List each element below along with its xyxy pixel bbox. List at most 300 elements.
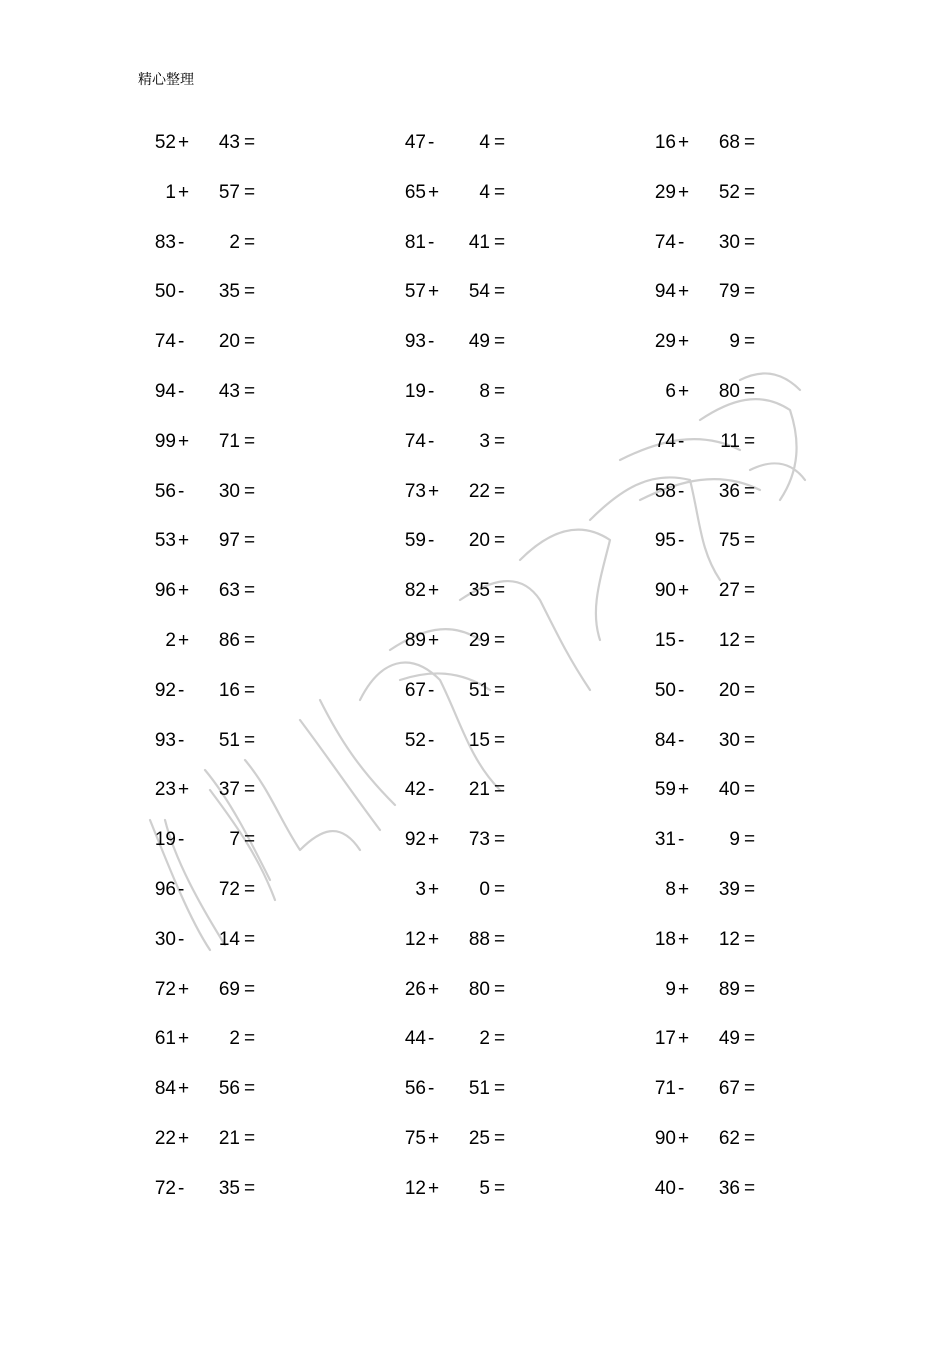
operator: + <box>178 979 190 1000</box>
equals-sign: = <box>244 530 256 551</box>
problem-item <box>148 230 298 256</box>
operator: + <box>178 1128 190 1149</box>
operand-b: 11 <box>720 431 740 452</box>
operand-b: 14 <box>218 929 240 950</box>
operand-a: 52 <box>154 132 176 153</box>
operator: + <box>428 979 440 1000</box>
operand-a: 16 <box>654 132 676 153</box>
operator: + <box>678 331 690 352</box>
operand-b: 86 <box>218 630 240 651</box>
problem-item <box>148 180 298 206</box>
operator: - <box>178 680 185 701</box>
problem-item <box>398 578 548 604</box>
operand-a: 19 <box>404 381 426 402</box>
operator: + <box>428 630 440 651</box>
operator: - <box>428 730 435 751</box>
problem-item <box>398 130 548 156</box>
operand-b: 37 <box>218 779 240 800</box>
operator: + <box>678 929 690 950</box>
operand-b: 9 <box>729 331 740 352</box>
problem-item <box>398 728 548 754</box>
problem-item <box>648 678 798 704</box>
operand-a: 58 <box>654 481 676 502</box>
operator: - <box>178 879 185 900</box>
operand-b: 15 <box>468 730 490 751</box>
operator: + <box>428 281 440 302</box>
problem-item <box>148 777 298 803</box>
problem-item <box>648 329 798 355</box>
equals-sign: = <box>494 481 506 502</box>
operator: + <box>678 979 690 1000</box>
operator: - <box>178 232 185 253</box>
operand-b: 63 <box>218 580 240 601</box>
operand-b: 21 <box>468 779 490 800</box>
operand-b: 21 <box>218 1128 240 1149</box>
operator: - <box>178 1178 185 1199</box>
operand-b: 41 <box>468 232 490 253</box>
operator: - <box>678 630 685 651</box>
problem-item <box>398 528 548 554</box>
problem-item <box>648 230 798 256</box>
operand-b: 25 <box>468 1128 490 1149</box>
operator: - <box>178 730 185 751</box>
operator: - <box>678 232 685 253</box>
operand-a: 67 <box>404 680 426 701</box>
operand-a: 47 <box>404 132 426 153</box>
operator: + <box>678 580 690 601</box>
operand-a: 73 <box>404 481 426 502</box>
operator: - <box>178 829 185 850</box>
operand-a: 56 <box>404 1078 426 1099</box>
equals-sign: = <box>244 1028 256 1049</box>
operand-a: 57 <box>404 281 426 302</box>
problem-item <box>648 379 798 405</box>
equals-sign: = <box>244 431 256 452</box>
operand-a: 74 <box>654 232 676 253</box>
operand-b: 4 <box>479 182 490 203</box>
problem-item <box>648 479 798 505</box>
equals-sign: = <box>244 1128 256 1149</box>
operand-a: 50 <box>654 680 676 701</box>
equals-sign: = <box>494 530 506 551</box>
equals-sign: = <box>494 331 506 352</box>
operand-a: 42 <box>404 779 426 800</box>
equals-sign: = <box>244 979 256 1000</box>
operand-a: 26 <box>404 979 426 1000</box>
operator: - <box>428 1078 435 1099</box>
operand-b: 30 <box>218 481 240 502</box>
equals-sign: = <box>494 879 506 900</box>
problem-item <box>148 1126 298 1152</box>
problem-item <box>398 777 548 803</box>
problem-item <box>648 429 798 455</box>
problem-item <box>398 1026 548 1052</box>
operand-a: 84 <box>654 730 676 751</box>
operand-b: 36 <box>718 481 740 502</box>
operator: - <box>428 1028 435 1049</box>
operator: - <box>178 381 185 402</box>
operand-a: 29 <box>654 331 676 352</box>
operand-a: 94 <box>654 281 676 302</box>
equals-sign: = <box>494 132 506 153</box>
problem-item <box>398 279 548 305</box>
operator: + <box>178 1078 190 1099</box>
operand-b: 35 <box>218 1178 240 1199</box>
equals-sign: = <box>244 381 256 402</box>
operator: + <box>428 1128 440 1149</box>
operand-b: 51 <box>218 730 240 751</box>
operand-b: 56 <box>218 1078 240 1099</box>
equals-sign: = <box>744 182 756 203</box>
operand-b: 30 <box>718 730 740 751</box>
operator: - <box>678 431 685 452</box>
problem-item <box>398 927 548 953</box>
equals-sign: = <box>494 1028 506 1049</box>
operand-b: 97 <box>218 530 240 551</box>
equals-sign: = <box>744 1128 756 1149</box>
operator: - <box>428 530 435 551</box>
problem-item <box>398 827 548 853</box>
operator: + <box>678 132 690 153</box>
equals-sign: = <box>744 281 756 302</box>
equals-sign: = <box>744 879 756 900</box>
problem-item <box>148 927 298 953</box>
operand-a: 94 <box>154 381 176 402</box>
operand-b: 43 <box>218 381 240 402</box>
operator: + <box>178 182 190 203</box>
operand-a: 12 <box>404 929 426 950</box>
equals-sign: = <box>744 580 756 601</box>
equals-sign: = <box>244 1078 256 1099</box>
problem-item <box>398 1126 548 1152</box>
operand-a: 52 <box>404 730 426 751</box>
equals-sign: = <box>244 132 256 153</box>
operator: + <box>428 929 440 950</box>
operand-a: 89 <box>404 630 426 651</box>
equals-sign: = <box>744 530 756 551</box>
operand-b: 62 <box>718 1128 740 1149</box>
problem-item <box>648 1126 798 1152</box>
problem-item <box>648 977 798 1003</box>
operand-a: 92 <box>404 829 426 850</box>
equals-sign: = <box>244 580 256 601</box>
operand-a: 23 <box>154 779 176 800</box>
problem-item <box>398 678 548 704</box>
operand-b: 7 <box>229 829 240 850</box>
operand-b: 40 <box>718 779 740 800</box>
equals-sign: = <box>744 730 756 751</box>
problem-item <box>648 877 798 903</box>
problem-item <box>148 877 298 903</box>
operator: + <box>428 580 440 601</box>
problem-item <box>648 578 798 604</box>
operand-b: 12 <box>718 630 740 651</box>
equals-sign: = <box>244 630 256 651</box>
equals-sign: = <box>244 1178 256 1199</box>
equals-sign: = <box>744 929 756 950</box>
problem-item <box>148 379 298 405</box>
operator: + <box>178 580 190 601</box>
equals-sign: = <box>494 232 506 253</box>
equals-sign: = <box>744 381 756 402</box>
problem-item <box>398 977 548 1003</box>
operand-a: 96 <box>154 879 176 900</box>
problem-item <box>148 479 298 505</box>
operand-b: 79 <box>718 281 740 302</box>
operator: - <box>428 331 435 352</box>
operator: + <box>428 879 440 900</box>
operator: - <box>428 232 435 253</box>
operator: + <box>178 132 190 153</box>
operand-a: 2 <box>165 630 176 651</box>
problem-item <box>148 1176 298 1202</box>
operand-b: 2 <box>479 1028 490 1049</box>
operand-b: 27 <box>718 580 740 601</box>
problem-item <box>148 528 298 554</box>
operator: - <box>678 530 685 551</box>
operand-b: 39 <box>718 879 740 900</box>
operator: + <box>428 1178 440 1199</box>
operand-a: 19 <box>154 829 176 850</box>
equals-sign: = <box>494 1178 506 1199</box>
operand-a: 15 <box>654 630 676 651</box>
equals-sign: = <box>244 879 256 900</box>
operand-b: 30 <box>718 232 740 253</box>
operand-b: 16 <box>218 680 240 701</box>
operand-a: 44 <box>404 1028 426 1049</box>
equals-sign: = <box>744 779 756 800</box>
equals-sign: = <box>244 232 256 253</box>
problem-item <box>648 528 798 554</box>
operand-b: 35 <box>218 281 240 302</box>
operator: - <box>678 1178 685 1199</box>
operand-b: 22 <box>468 481 490 502</box>
operand-a: 59 <box>404 530 426 551</box>
operand-a: 30 <box>154 929 176 950</box>
operand-b: 73 <box>468 829 490 850</box>
operand-b: 36 <box>718 1178 740 1199</box>
operand-a: 65 <box>404 182 426 203</box>
operator: + <box>178 779 190 800</box>
operand-a: 59 <box>654 779 676 800</box>
equals-sign: = <box>744 132 756 153</box>
operand-a: 82 <box>404 580 426 601</box>
operator: + <box>428 481 440 502</box>
operand-b: 72 <box>218 879 240 900</box>
operator: + <box>178 530 190 551</box>
operand-b: 51 <box>468 680 490 701</box>
operand-b: 35 <box>468 580 490 601</box>
problem-item <box>648 180 798 206</box>
operator: - <box>428 680 435 701</box>
operator: + <box>678 381 690 402</box>
equals-sign: = <box>744 680 756 701</box>
operand-b: 52 <box>718 182 740 203</box>
operator: + <box>178 431 190 452</box>
operand-a: 71 <box>654 1078 676 1099</box>
equals-sign: = <box>494 431 506 452</box>
operand-a: 9 <box>665 979 676 1000</box>
operator: + <box>678 281 690 302</box>
operand-b: 8 <box>479 381 490 402</box>
problem-item <box>398 329 548 355</box>
equals-sign: = <box>744 431 756 452</box>
problem-item <box>648 628 798 654</box>
equals-sign: = <box>744 1078 756 1099</box>
operand-b: 12 <box>718 929 740 950</box>
operand-b: 80 <box>718 381 740 402</box>
operand-b: 2 <box>229 232 240 253</box>
operand-a: 81 <box>404 232 426 253</box>
equals-sign: = <box>744 979 756 1000</box>
operand-a: 56 <box>154 481 176 502</box>
operand-a: 74 <box>404 431 426 452</box>
equals-sign: = <box>494 182 506 203</box>
problem-item <box>148 578 298 604</box>
equals-sign: = <box>244 779 256 800</box>
operand-a: 6 <box>665 381 676 402</box>
operand-a: 61 <box>154 1028 176 1049</box>
equals-sign: = <box>494 580 506 601</box>
operand-b: 9 <box>729 829 740 850</box>
operand-a: 12 <box>404 1178 426 1199</box>
problem-item <box>648 1026 798 1052</box>
operand-b: 20 <box>468 530 490 551</box>
operand-a: 90 <box>654 580 676 601</box>
problem-item <box>398 379 548 405</box>
operand-a: 8 <box>665 879 676 900</box>
operand-b: 20 <box>718 680 740 701</box>
operand-b: 57 <box>218 182 240 203</box>
operand-a: 29 <box>654 182 676 203</box>
operand-b: 88 <box>468 929 490 950</box>
operand-a: 74 <box>154 331 176 352</box>
operand-b: 3 <box>479 431 490 452</box>
operand-a: 72 <box>154 1178 176 1199</box>
operand-a: 3 <box>415 879 426 900</box>
page-header: 精心整理 <box>138 72 194 88</box>
operand-a: 95 <box>654 530 676 551</box>
operand-a: 18 <box>654 929 676 950</box>
operator: - <box>428 132 435 153</box>
operator: - <box>678 481 685 502</box>
problem-item <box>398 479 548 505</box>
equals-sign: = <box>244 929 256 950</box>
operand-b: 5 <box>479 1178 490 1199</box>
equals-sign: = <box>494 1078 506 1099</box>
problem-item <box>648 279 798 305</box>
equals-sign: = <box>494 829 506 850</box>
equals-sign: = <box>744 829 756 850</box>
problem-item <box>148 130 298 156</box>
operand-b: 89 <box>718 979 740 1000</box>
operator: - <box>178 331 185 352</box>
equals-sign: = <box>494 979 506 1000</box>
problem-item <box>148 827 298 853</box>
operand-a: 93 <box>404 331 426 352</box>
operand-b: 43 <box>218 132 240 153</box>
operand-b: 0 <box>479 879 490 900</box>
operand-b: 80 <box>468 979 490 1000</box>
equals-sign: = <box>744 630 756 651</box>
equals-sign: = <box>744 481 756 502</box>
operand-b: 2 <box>229 1028 240 1049</box>
operand-b: 20 <box>218 331 240 352</box>
operand-a: 93 <box>154 730 176 751</box>
equals-sign: = <box>494 1128 506 1149</box>
problem-item <box>148 977 298 1003</box>
operator: + <box>428 829 440 850</box>
operand-b: 54 <box>468 281 490 302</box>
problem-item <box>648 1076 798 1102</box>
operand-a: 96 <box>154 580 176 601</box>
equals-sign: = <box>744 1028 756 1049</box>
operator: - <box>678 1078 685 1099</box>
operand-b: 67 <box>718 1078 740 1099</box>
operand-a: 40 <box>654 1178 676 1199</box>
equals-sign: = <box>244 182 256 203</box>
operator: - <box>178 929 185 950</box>
problem-item <box>648 927 798 953</box>
operator: - <box>428 779 435 800</box>
operand-b: 29 <box>468 630 490 651</box>
problem-item <box>648 827 798 853</box>
equals-sign: = <box>494 929 506 950</box>
operand-a: 83 <box>154 232 176 253</box>
equals-sign: = <box>494 381 506 402</box>
equals-sign: = <box>494 730 506 751</box>
problem-item <box>398 877 548 903</box>
operand-a: 31 <box>654 829 676 850</box>
operand-a: 75 <box>404 1128 426 1149</box>
problem-item <box>398 429 548 455</box>
operator: + <box>178 630 190 651</box>
operator: - <box>678 680 685 701</box>
operand-a: 90 <box>654 1128 676 1149</box>
problem-item <box>148 429 298 455</box>
operator: + <box>678 1028 690 1049</box>
equals-sign: = <box>244 829 256 850</box>
equals-sign: = <box>744 331 756 352</box>
operator: + <box>428 182 440 203</box>
problem-item <box>398 628 548 654</box>
operator: + <box>678 182 690 203</box>
problem-item <box>398 180 548 206</box>
operator: - <box>428 381 435 402</box>
problem-item <box>398 1076 548 1102</box>
operand-b: 68 <box>718 132 740 153</box>
equals-sign: = <box>744 1178 756 1199</box>
operand-b: 49 <box>468 331 490 352</box>
operand-b: 71 <box>218 431 240 452</box>
operand-a: 22 <box>154 1128 176 1149</box>
equals-sign: = <box>244 331 256 352</box>
problem-item <box>148 728 298 754</box>
operand-a: 17 <box>654 1028 676 1049</box>
operator: + <box>678 879 690 900</box>
operand-b: 75 <box>718 530 740 551</box>
operand-a: 53 <box>154 530 176 551</box>
operator: + <box>178 1028 190 1049</box>
operator: - <box>678 829 685 850</box>
equals-sign: = <box>244 281 256 302</box>
problem-item <box>398 230 548 256</box>
problem-item <box>148 628 298 654</box>
operand-a: 84 <box>154 1078 176 1099</box>
equals-sign: = <box>494 630 506 651</box>
operand-a: 50 <box>154 281 176 302</box>
operator: - <box>678 730 685 751</box>
